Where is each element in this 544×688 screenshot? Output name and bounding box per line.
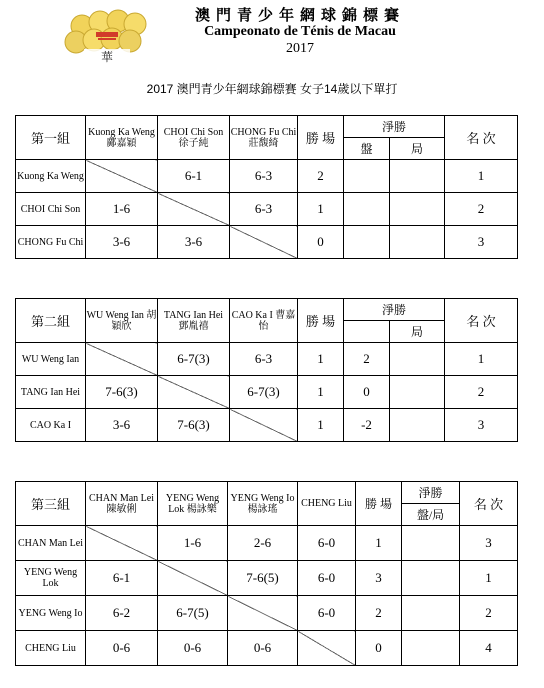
self-match-cell xyxy=(86,343,158,376)
rank-cell: 1 xyxy=(460,561,518,596)
score-cell: 1-6 xyxy=(86,193,158,226)
wins-cell: 0 xyxy=(298,226,344,259)
score-cell: 3-6 xyxy=(158,226,230,259)
net-games-cell xyxy=(390,226,445,259)
score-cell: 0-6 xyxy=(86,631,158,666)
net-cell xyxy=(402,631,460,666)
column-player-header: WU Weng Ian 胡穎欣 xyxy=(86,299,158,343)
score-cell: 6-3 xyxy=(230,160,298,193)
score-cell: 7-6(3) xyxy=(86,376,158,409)
rank-cell: 3 xyxy=(445,226,518,259)
score-cell: 6-0 xyxy=(298,596,356,631)
row-player-name: CAO Ka I xyxy=(16,409,86,442)
net-cell xyxy=(402,526,460,561)
wins-cell: 1 xyxy=(356,526,402,561)
score-cell: 6-7(5) xyxy=(158,596,228,631)
score-cell: 3-6 xyxy=(86,409,158,442)
score-cell: 1-6 xyxy=(158,526,228,561)
net-sets-cell: 2 xyxy=(344,343,390,376)
row-player-name: YENG Weng Io xyxy=(16,596,86,631)
sets-header xyxy=(344,321,390,343)
wins-cell: 2 xyxy=(298,160,344,193)
net-cell xyxy=(402,596,460,631)
score-cell: 6-1 xyxy=(158,160,230,193)
column-player-header: CHONG Fu Chi 莊馥綺 xyxy=(230,116,298,160)
wins-cell: 3 xyxy=(356,561,402,596)
rank-cell: 3 xyxy=(445,409,518,442)
self-match-cell xyxy=(86,160,158,193)
row-player-name: TANG Ian Hei xyxy=(16,376,86,409)
title-year: 2017 xyxy=(286,41,314,56)
group-name: 第三組 xyxy=(16,482,86,526)
logo-glyph: 華 xyxy=(100,50,114,64)
row-player-name: CHONG Fu Chi xyxy=(16,226,86,259)
self-match-cell xyxy=(230,226,298,259)
column-player-header: CHENG Liu xyxy=(298,482,356,526)
score-cell: 6-0 xyxy=(298,526,356,561)
net-header: 淨勝 xyxy=(344,299,445,321)
rank-cell: 2 xyxy=(460,596,518,631)
wins-header: 勝 場 xyxy=(356,482,402,526)
score-cell: 6-1 xyxy=(86,561,158,596)
score-cell: 0-6 xyxy=(158,631,228,666)
row-player-name: WU Weng Ian xyxy=(16,343,86,376)
score-cell: 6-3 xyxy=(230,343,298,376)
row-player-name: CHOI Chi Son xyxy=(16,193,86,226)
score-cell: 6-7(3) xyxy=(230,376,298,409)
wins-cell: 2 xyxy=(356,596,402,631)
column-player-header: CHOI Chi Son 徐子純 xyxy=(158,116,230,160)
net-cell xyxy=(402,561,460,596)
group-name: 第一組 xyxy=(16,116,86,160)
score-cell: 3-6 xyxy=(86,226,158,259)
group-1-table xyxy=(15,115,518,259)
net-games-cell xyxy=(390,193,445,226)
net-sets-cell xyxy=(344,226,390,259)
group-name: 第二組 xyxy=(16,299,86,343)
column-player-header: Kuong Ka Weng鄺嘉穎 xyxy=(86,116,158,160)
net-sets-cell: -2 xyxy=(344,409,390,442)
score-cell: 7-6(5) xyxy=(228,561,298,596)
wins-cell: 0 xyxy=(356,631,402,666)
rank-cell: 2 xyxy=(445,193,518,226)
self-match-cell xyxy=(298,631,356,666)
net-games-cell xyxy=(390,376,445,409)
column-player-header: TANG Ian Hei 鄧胤禧 xyxy=(158,299,230,343)
wins-cell: 1 xyxy=(298,343,344,376)
group-3-table xyxy=(15,481,518,666)
rank-cell: 1 xyxy=(445,160,518,193)
score-cell: 6-7(3) xyxy=(158,343,230,376)
self-match-cell xyxy=(158,376,230,409)
score-cell: 0-6 xyxy=(228,631,298,666)
score-cell: 7-6(3) xyxy=(158,409,230,442)
net-games-cell xyxy=(390,409,445,442)
net-sets-cell xyxy=(344,193,390,226)
sets-games-header: 盤/局 xyxy=(402,504,460,526)
rank-cell: 3 xyxy=(460,526,518,561)
games-header: 局 xyxy=(390,138,445,160)
rank-header: 名 次 xyxy=(445,299,518,343)
row-player-name: Kuong Ka Weng xyxy=(16,160,86,193)
net-games-cell xyxy=(390,160,445,193)
rank-cell: 1 xyxy=(445,343,518,376)
self-match-cell xyxy=(158,561,228,596)
column-player-header: YENG Weng Io 楊詠瑤 xyxy=(228,482,298,526)
net-header: 淨勝 xyxy=(344,116,445,138)
score-cell: 6-0 xyxy=(298,561,356,596)
column-player-header: YENG Weng Lok 楊詠樂 xyxy=(158,482,228,526)
rank-header: 名 次 xyxy=(445,116,518,160)
wins-cell: 1 xyxy=(298,409,344,442)
score-cell: 6-3 xyxy=(230,193,298,226)
self-match-cell xyxy=(230,409,298,442)
score-cell: 6-2 xyxy=(86,596,158,631)
row-player-name: CHAN Man Lei xyxy=(16,526,86,561)
games-header: 局 xyxy=(390,321,445,343)
rank-cell: 4 xyxy=(460,631,518,666)
self-match-cell xyxy=(158,193,230,226)
sets-header: 盤 xyxy=(344,138,390,160)
self-match-cell xyxy=(228,596,298,631)
title-chinese: 澳門青少年網球錦標賽 xyxy=(194,6,405,24)
event-subtitle: 2017 澳門青少年網球錦標賽 女子14歲以下單打 xyxy=(146,82,398,96)
page-header xyxy=(180,6,420,58)
column-player-header: CAO Ka I 曹嘉怡 xyxy=(230,299,298,343)
net-sets-cell: 0 xyxy=(344,376,390,409)
wins-header: 勝 場 xyxy=(298,299,344,343)
column-player-header: CHAN Man Lei陳敏俐 xyxy=(86,482,158,526)
rank-header: 名 次 xyxy=(460,482,518,526)
score-cell: 2-6 xyxy=(228,526,298,561)
row-player-name: YENG Weng Lok xyxy=(16,561,86,596)
row-player-name: CHENG Liu xyxy=(16,631,86,666)
tennis-logo-icon xyxy=(62,8,152,68)
net-header: 淨勝 xyxy=(402,482,460,504)
wins-cell: 1 xyxy=(298,376,344,409)
title-portuguese: Campeonato de Ténis de Macau xyxy=(204,24,396,39)
wins-cell: 1 xyxy=(298,193,344,226)
self-match-cell xyxy=(86,526,158,561)
group-2-table xyxy=(15,298,518,442)
wins-header: 勝 場 xyxy=(298,116,344,160)
net-sets-cell xyxy=(344,160,390,193)
net-games-cell xyxy=(390,343,445,376)
rank-cell: 2 xyxy=(445,376,518,409)
